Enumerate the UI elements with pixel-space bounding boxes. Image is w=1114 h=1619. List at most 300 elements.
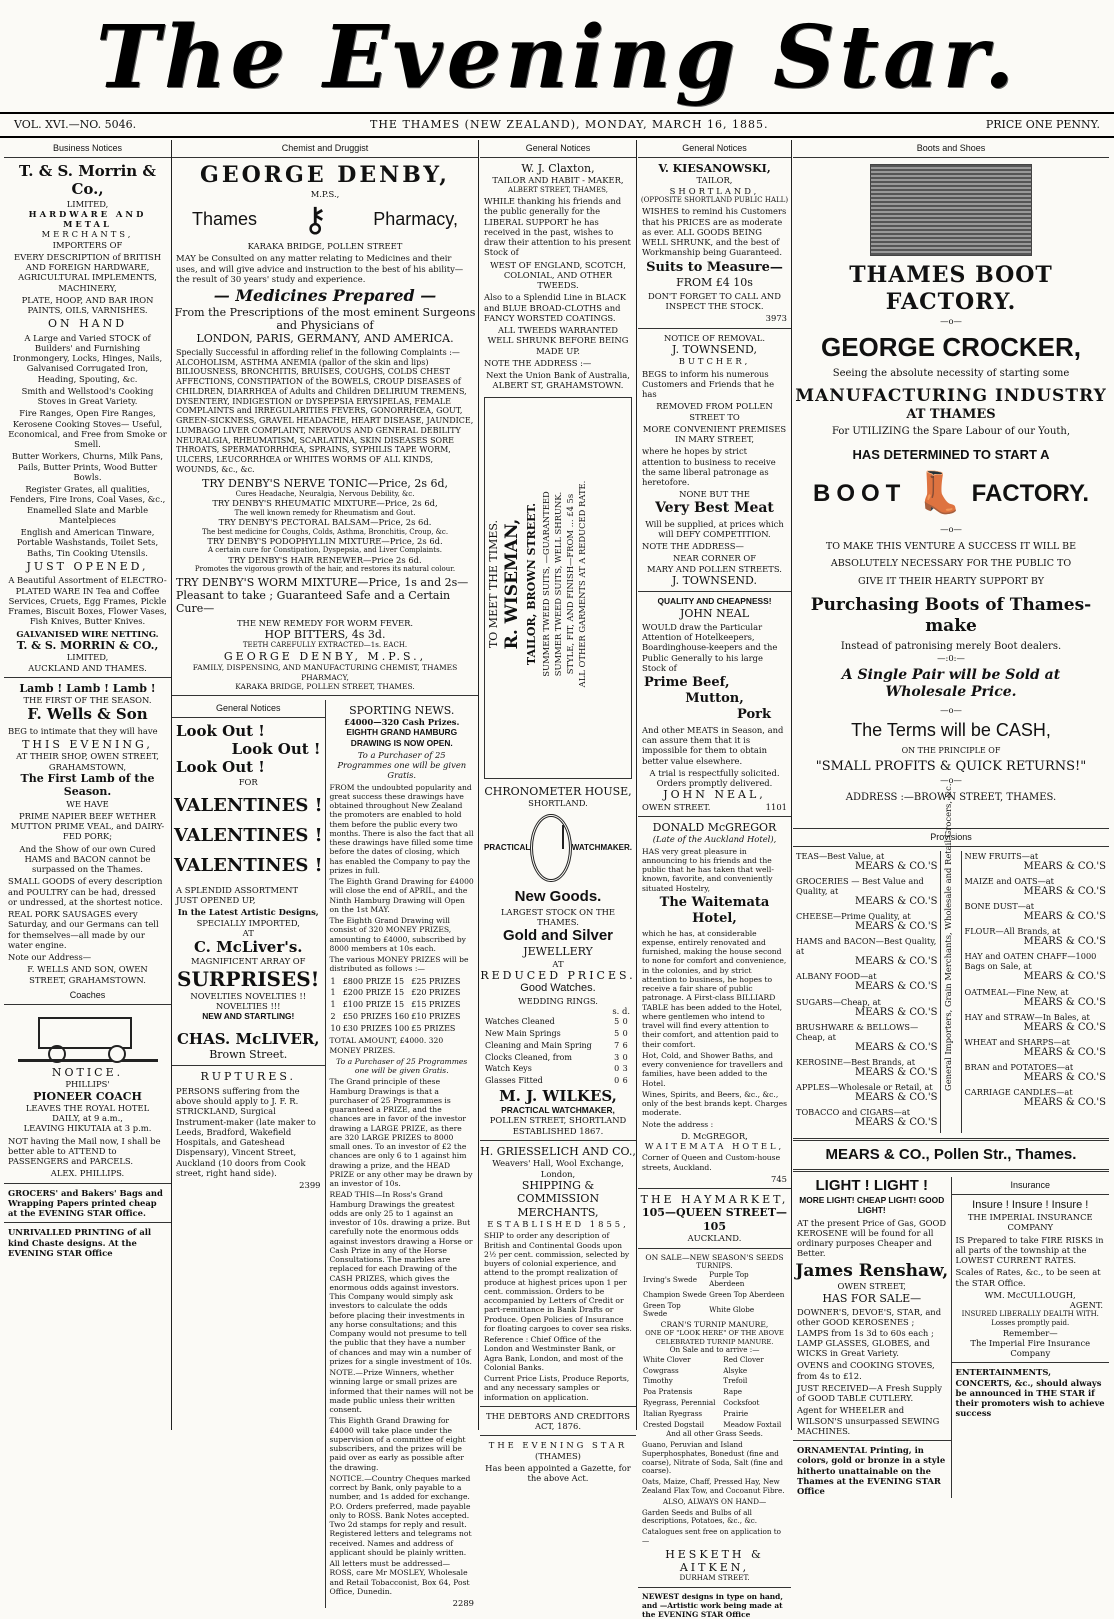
advert-title: BOOT — [813, 479, 907, 507]
advert-text: ALSO, ALWAYS ON HAND— — [662, 1496, 767, 1506]
advert-text: LARGEST STOCK ON THE THAMES. — [500, 906, 616, 927]
advert-text: BUTCHER, — [678, 356, 751, 367]
advert-text: ABSOLUTELY NECESSARY FOR THE PUBLIC TO — [830, 558, 1072, 570]
advert-text: ESTABLISHED 1855, — [487, 1219, 629, 1230]
repair-price-row: Cleaning and Main Spring 7 6 — [485, 1040, 628, 1050]
advert-text: General Importers, Grain Merchants, Wholesale and Retail Grocers, &c. — [943, 783, 954, 1091]
advert-text: Scales of Rates, &c., to be seen at the STAR Office. — [955, 1267, 1101, 1288]
advert-text: Garden Seeds and Bulbs of all descriptions, Potatoes, &c., &c. — [642, 1507, 758, 1526]
advert-heading: RUPTURES. — [200, 1070, 296, 1084]
provision-item: TOBACCO and CIGARS—at MEARS & CO.'S — [796, 1107, 938, 1129]
volume-number: VOL. XVI.—NO. 5046. — [14, 118, 137, 131]
advert-text: A Large and Varied STOCK of Builders' and Furnishing Ironmongery, Locks, Hinges, Nails, Galvanised Corrugated Iron, Heading, Spouting, &c. — [12, 332, 163, 384]
provision-item: HAMS and BACON—Best Quality, at MEARS & CO.'S — [796, 936, 938, 968]
advert-text: TAILOR, — [696, 175, 733, 186]
advert-text: LEAVES THE ROYAL HOTEL — [25, 1102, 150, 1113]
advert-heading: NOTICE. — [51, 1065, 124, 1079]
advert-title: H. GRIESSELICH AND CO., — [480, 1144, 636, 1158]
advert-text: Oats, Maize, Chaff, Pressed Hay, New Zealand Flax Tow, and Cocoanut Fibre. — [642, 1477, 785, 1495]
seed-row: Timothy Trefoil — [643, 1376, 748, 1386]
date-place: THE THAMES (NEW ZEALAND), MONDAY, MARCH 16, 1885. — [370, 118, 769, 131]
advert-text: WEDDING RINGS. — [518, 995, 598, 1006]
advert-title: Very Best Meat — [655, 499, 774, 516]
provision-item: CARRIAGE CANDLES—at MEARS & CO.'S — [964, 1087, 1106, 1109]
advert-text: OWEN STREET. — [642, 801, 711, 812]
advert-text: GEORGE DENBY, M.P.S., — [223, 650, 427, 663]
column-chemist — [172, 140, 479, 1609]
advert-text: MAY be Consulted on any matter relating to Medicines and their uses, and will give advice and instruction to the best of his ability—the result of 30 years' study and experience. — [176, 253, 464, 284]
advert-text: MAGNIFICENT ARRAY OF — [191, 956, 306, 967]
advert-title: The Terms will be CASH, — [851, 719, 1051, 740]
advert-title: Pharmacy, — [373, 209, 458, 230]
advert-text: GROCERS' and Bakers' Bags and Wrapping Papers printed cheap at the EVENING STAR Office. — [8, 1187, 163, 1219]
advert-text: MERCHANTS, — [41, 229, 134, 240]
advert-text: GALVANISED WIRE NETTING. — [16, 628, 159, 639]
advert-text: WOULD draw the Particular Attention of Hotelkeepers, Boardinghouse-keepers and the Public Generally to his large Stock of — [642, 621, 778, 673]
advert-heading: ON HAND — [47, 317, 128, 331]
advert-text: TRY DENBY'S HAIR RENEWER—Price 2s 6d. — [228, 554, 422, 565]
advert-text: From the Prescriptions of the most eminent Surgeons and Physicians of — [174, 305, 476, 332]
advert-text: s. d. — [612, 1006, 630, 1017]
advert-title: FACTORY. — [971, 479, 1089, 507]
advert-text: T. & S. MORRIN & CO., — [16, 638, 159, 652]
advert-text: READ THIS—In Ross's Grand Hamburg Drawings the greatest odds are only 25 to 1 against an investor of 10s. drawing a prize. But carefully note the enormous odds against investors drawing a Horse or Cash Prize in any of the Horse Consultations. The marbles are replaced for each Drawing of the CASH PRIZES, which gives the enormous odds against investors. This Company would simply ask investors to calculate the odds before placing their investments in any horse consultations; and this Company would not presume to tell the public that they have a number of chances and may win a number of prizes for a single investment of 10s. — [329, 1190, 473, 1366]
advert-text: Note the address : — [642, 1119, 714, 1129]
advert-text: THIS EVENING, — [22, 737, 153, 751]
advert-text: GIVE IT THEIR HEARTY SUPPORT BY — [858, 575, 1044, 587]
advert-text: NOTE THE ADDRESS :— — [484, 357, 592, 368]
masthead-title: The Evening Star. — [95, 7, 1019, 108]
advert-text: TRY DENBY'S PECTORAL BALSAM—Price, 2s 6d. — [218, 517, 432, 528]
advert-text: OVENS and COOKING STOVES, from 4s to £12. — [797, 1360, 935, 1381]
advert-heading: SPORTING NEWS. — [349, 703, 455, 717]
advert-text: Weavers' Hall, Wool Exchange, London, — [492, 1158, 624, 1179]
coach-illustration — [18, 1009, 158, 1062]
advert-text: SMALL GOODS of every description and POULTRY can be had, dressed or undressed, at the shortest notice. — [8, 876, 163, 907]
advert-text: HAS very great pleasure in announcing to his friends and the public that he has taken that well-known, favorite, and conveniently situated Hostelry, — [642, 846, 774, 893]
advert-text: PERSONS suffering from the above should apply to J. F. R. STRICKLAND, Surgical Instrument-maker (late maker to Leeds, Bradford, Wakefield Hospitals, and Gateshead Dispensary), Vincent Street, Auckland (10 doors from Cook street, right hand side). — [176, 1085, 316, 1178]
provision-item: MAIZE and OATS—at MEARS & CO.'S — [964, 875, 1106, 897]
advert-title: CHAS. McLIVER, — [176, 1029, 320, 1048]
column-business-notices — [4, 140, 172, 1430]
advert-text: TAILOR, BROWN STREET. — [525, 502, 539, 665]
seed-row: Champion Swede Green Top Aberdeen — [643, 1289, 785, 1299]
advert-text: ENTERTAINMENTS, CONCERTS, &c., should always be announced in THE STAR if their promoters wish to achieve success — [955, 1367, 1105, 1419]
advert-title: V. KIESANOWSKI, — [658, 161, 771, 175]
provision-item: HAY and STRAW—In Bales, at MEARS & CO.'S — [964, 1011, 1106, 1033]
advert-text: "SMALL PROFITS & QUICK RETURNS!" — [815, 759, 1087, 775]
repair-price-row: Watch Keys 0 3 — [485, 1064, 628, 1074]
advert-title: VALENTINES ! — [173, 854, 323, 876]
advert-text: SHORTLAND. — [528, 798, 588, 809]
advert-text: PRACTICAL WATCHMAKER, — [501, 1105, 615, 1116]
advert-title: GEORGE DENBY, — [200, 161, 450, 188]
advert-text: NEW AND STARTLING! — [202, 1011, 295, 1022]
advert-title: M. J. WILKES, — [499, 1086, 617, 1105]
advert-title: GEORGE CROCKER, — [820, 331, 1082, 362]
advert-text: SHIP to order any description of British and Continental Goods upon 2½ per cent. commission, selected by buyers of colonial experience, and attend to the prompt realization of produce at highest prices upon 1 per cent. commission. Orders to be accompanied by Letters of Credit or part-remittance in Bank Drafts or Produce. Open Policies of Insurance for floating cargoes to cover sea risks. — [484, 1231, 632, 1333]
advert-text: (Late of the Auckland Hotel), — [652, 834, 777, 845]
advert-text: KARAKA BRIDGE, POLLEN STREET, THAMES. — [235, 681, 415, 691]
clock-icon — [530, 814, 571, 882]
advert-text: SHIPPING & COMMISSION — [516, 1178, 600, 1206]
advert-text: A SPLENDID ASSORTMENT JUST OPENED UP, — [176, 884, 299, 906]
advert-title: J. TOWNSEND, — [672, 342, 757, 356]
section-header: Chemist and Druggist — [172, 140, 478, 158]
advert-text: MERCHANTS, — [517, 1205, 599, 1219]
advert-text: TO MEET THE TIMES. — [487, 519, 500, 648]
advert-text: (OPPOSITE SHORTLAND PUBLIC HALL) — [640, 195, 789, 204]
advert-text: AT THEIR SHOP, OWEN STREET, GRAHAMSTOWN, — [16, 751, 159, 772]
advert-text: where he hopes by strict attention to business to receive the same liberal patronage as heretofore. — [642, 446, 776, 488]
advert-text: This Eighth Grand Drawing for £4000 will take place under the supervision of a committee of eight subscribers, and the prizes will be paid over as early as possible after the drawing. — [329, 1416, 466, 1472]
provision-item: OATMEAL—Fine New, at MEARS & CO.'S — [964, 986, 1106, 1008]
advert-text: THE NEW REMEDY FOR WORM FEVER. — [236, 617, 414, 628]
advert-text: POLLEN STREET, SHORTLAND — [489, 1115, 627, 1126]
advert-text: HOP BITTERS, 4s 3d. — [264, 628, 386, 642]
advert-text: Agent for WHEELER and WILSON'S unsurpassed SEWING MACHINES. — [797, 1405, 940, 1436]
advert-ref: 745 — [771, 1173, 787, 1184]
advert-heading: NOTICE OF REMOVAL. — [663, 332, 766, 343]
advert-text: ON THE PRINCIPLE OF — [901, 745, 1001, 755]
advert-text: A certain cure for Constipation, Dyspepsia, and Liver Complaints. — [208, 546, 442, 555]
advert-text: WHILE thanking his friends and the public generally for the LIBERAL SUPPORT he has received in the past, wishes to draw their attention to his present Stock of — [484, 196, 631, 258]
prize-row: 2 £50 PRIZES 160 £10 PRIZES — [330, 1011, 461, 1021]
advert-title: SURPRISES! — [177, 966, 320, 991]
advert-text: AUCKLAND. — [687, 1233, 742, 1244]
advert-text: ONE OF "LOOK HERE" OF THE ABOVE CELEBRATED TURNIP MANURE. — [645, 1329, 784, 1346]
advert-text: LIMITED, — [66, 198, 109, 209]
advert-title: C. McLiver's. — [193, 938, 303, 957]
repair-price-table — [484, 1016, 630, 1087]
advert-ref: 1101 — [765, 801, 787, 812]
section-header: Business Notices — [4, 140, 171, 158]
advert-text: LEAVING HIKUTAIA at 3 p.m. — [23, 1123, 152, 1134]
advert-title: PIONEER COACH — [33, 1089, 142, 1103]
advert-text: Prime Beef, — [644, 675, 730, 691]
advert-title: Look Out ! — [231, 740, 321, 759]
advert-title: MEARS & CO., Pollen Str., Thames. — [825, 1145, 1077, 1163]
advert-text: Note our Address— — [8, 952, 92, 963]
seed-row: Italian Ryegrass Prairie — [643, 1408, 749, 1418]
column-boots-and-provisions: Boots and Shoes THAMES BOOT FACTORY. —o— GEORGE CROCKER, Seeing the absolute necessity of starting some MANUFACTURING INDUSTRY AT THAMES For UTILIZING the Spare Labour of our Youth, HAS DETERMINED TO START A BOOT 👢 FACTORY. —o— TO MAKE THIS VENTURE A SUCCESS IT WILL BE ABSOLUTELY NECESSARY FOR THE PUBLIC TO GIVE IT THEIR HEARTY SUPPORT BY Purchasing Boots of Thames-make Instead of patronising merely Boot dealers. —:0:— A Single Pair will be Sold at Wholesale Price. —o— The Terms will be CASH, ON THE PRINCIPLE OF "SMALL PROFITS & QUICK RETURNS!" —o— ADDRESS :—BROWN STREET, THAMES. Provisions TEAS—Best Value, at MEARS & CO.'S GROCERIES — Best Value and Quality, at MEARS & CO.'S CHEESE—Prime Quality, at MEARS & CO.'S HAMS and BACON—Best Quality, at MEARS & CO.'S ALBANY FOOD—at MEARS & CO.'S SUGARS—Cheap, at MEARS & CO.'S BRUSHWARE & BELLOWS—Cheap, at MEARS & CO.'S KEROSINE—Best Brands, at MEARS & CO.'S APPLES—Wholesale or Retail, at MEARS & CO.'S TOBACCO and CIGARS—at MEARS & CO.'S General Importers, Grain Merchants, Wholesale and Retail Grocers, &c. NEW FRUITS—at MEARS & CO.'S MAIZE and OATS—at MEARS & CO.'S BONE DUST—at MEARS & CO.'S FLOUR—All Brands, at MEARS & CO.'S HAY and OATEN CHAFF—1000 Bags on Sale, at MEARS & CO.'S OATMEAL—Fine New, at MEARS & CO.'S HAY and STRAW—In Bales, at MEARS & CO.'S WHEAT and SHARPS—at MEARS & CO.'S BRAN and POTATOES—at MEARS & CO.'S CARRIAGE CANDLES—at MEARS & CO.'S MEARS & CO., Pollen Str., Thames. LIGHT ! LIGHT ! MORE LIGHT! CHEAP LIGHT! GOOD LIGHT! AT the present Price of Gas, GOOD KEROSENE will be found for all ordinary purposes Cheaper and Better. James Renshaw, OWEN STREET, HAS FOR SALE— DOWNER'S, DEVOE'S, STAR, and other GOOD KEROSENES ; LAMPS from 1s 3d to 60s each ; LAMP GLASSES, GLOBES, and WICKS in Great Variety. OVENS and COOKING STOVES, from 4s to £12. JUST RECEIVED—A Fresh Supply of GOOD TABLE CUTLERY. Agent for WHEELER and WILSON'S unsurpassed SEWING MACHINES. ORNAMENTAL Printing, in colors, gold or bronze in a style hitherto unattainable on the Thames at the EVENING STAR Office Insurance Insure ! Insure ! Insure ! THE IMPERIAL INSURANCE COMPANY IS Prepared to take FIRE RISKS in all parts of the township at the LOWEST CURRENT RATES. Scales of Rates, &c., to be seen at the STAR Office. WM. McCULLOUGH, AGENT. INSURED LIBERALLY DEALTH WITH. Losses promptly paid. Remember— The Imperial Fire Insurance Company ENTERTAINMENTS, CONCERTS, &c., should always be announced in THE STAR if their promoters wish to achieve success — [793, 140, 1109, 1430]
advert-text: 105—QUEEN STREET—105 — [641, 1206, 787, 1233]
advert-text: ON SALE—NEW SEASON'S SEEDS — [645, 1252, 784, 1262]
advert-text: DON'T FORGET TO CALL AND INSPECT THE STOCK. — [648, 290, 781, 312]
advert-title: THE HAYMARKET, — [640, 1193, 789, 1207]
advert-text: In the Latest Artistic Designs, — [177, 907, 319, 918]
provision-item: BONE DUST—at MEARS & CO.'S — [964, 901, 1106, 923]
advert-title: THAMES BOOT FACTORY. — [849, 261, 1053, 315]
advert-title: Good Watches. — [520, 982, 596, 995]
advert-title: Purchasing Boots of Thames-make — [810, 595, 1092, 637]
advert-text: KARAKA BRIDGE, POLLEN STREET — [247, 241, 403, 252]
advert-text: WAITEMATA HOTEL, — [644, 1141, 785, 1152]
section-header: General Notices — [172, 700, 325, 718]
advert-text: HAS FOR SALE— — [822, 1291, 922, 1305]
advert-text: And the Show of our own Cured HAMS and BACON cannot be surpassed on the Thames. — [19, 843, 156, 875]
advert-text: Also to a Splendid Line in BLACK and BLUE BROAD-CLOTHS and FANCY WORSTED COATINGS. — [484, 292, 627, 323]
advert-text: FROM £4 10s — [676, 275, 753, 289]
seed-row: Crested Dogstail Meadow Foxtail — [643, 1419, 782, 1429]
advert-text: ORNAMENTAL Printing, in colors, gold or bronze in a style hitherto unattainable on the Thames at the EVENING STAR Office — [797, 1445, 946, 1497]
prize-row: 1 £800 PRIZE 15 £25 PRIZES — [330, 976, 461, 986]
column-general-notices-2 — [638, 140, 792, 1619]
seed-row: Ryegrass, Perennial Cocksfoot — [643, 1397, 760, 1407]
advert-text: NONE BUT THE — [679, 489, 750, 500]
sporting-news — [326, 700, 479, 1609]
advert-title: James Renshaw, — [795, 1260, 949, 1281]
section-header: Coaches — [4, 987, 171, 1005]
advert-text: English and American Tinware, Portable Washstands, Toilet Sets, Baths, Tin Cooking Utensils. — [16, 527, 159, 558]
advert-text: OWEN STREET, — [837, 1281, 906, 1292]
section-header: General Notices — [638, 140, 791, 158]
advert-text: Instead of patronising merely Boot dealers. — [840, 640, 1062, 652]
advert-title: Suits to Measure— — [646, 259, 783, 275]
advert-text: PHILLIPS' — [65, 1079, 110, 1090]
advert-text: And other MEATS in Season, and can assure them that it is impossible for them to obtain better value elsewhere. — [642, 724, 784, 766]
column-general-notices-1 — [480, 140, 637, 1484]
advert-text: ALBERT STREET, THAMES, — [508, 185, 608, 194]
advert-text: AT — [242, 927, 254, 938]
prize-row: 10 £30 PRIZES 100 £5 PRIZES — [330, 1023, 456, 1033]
advert-text: AT THAMES — [906, 406, 996, 422]
provision-item: KEROSINE—Best Brands, at MEARS & CO.'S — [796, 1057, 938, 1078]
advert-text: AUCKLAND AND THAMES. — [28, 662, 147, 673]
advert-text: DOWNER'S, DEVOE'S, STAR, and other GOOD KEROSENES ; LAMPS from 1s 3d to 60s each ; LAMP GLASSES, GLOBES, and WICKS in Great Variety. — [797, 1307, 942, 1359]
advert-text: JUST RECEIVED—A Fresh Supply of GOOD TABLE CUTLERY. — [797, 1382, 943, 1404]
advert-text: BEG to intimate that they will have — [8, 725, 158, 736]
advert-text: WEST OF ENGLAND, SCOTCH, COLONIAL, AND OTHER TWEEDS. — [490, 259, 626, 291]
grass-seed-table — [642, 1355, 787, 1430]
advert-heading: — Medicines Prepared — — [213, 286, 437, 306]
advert-text: IMPORTERS OF — [52, 239, 123, 250]
advert-text: TO MAKE THIS VENTURE A SUCCESS IT WILL BE — [825, 540, 1077, 552]
advert-text: Will be supplied, at prices which will DEFY COMPETITION. — [645, 518, 784, 539]
advert-text: SUMMER TWEED SUITS, —GUARANTEED — [540, 490, 551, 677]
advert-text: TURNIPS. — [696, 1261, 733, 1270]
advert-title: W. J. Claxton, — [521, 161, 595, 175]
advert-text: BEGS to inform his numerous Customers and Friends that he has — [642, 368, 775, 400]
key-icon: ⚷ — [302, 200, 328, 241]
advert-text: CRAN'S TURNIP MANURE, — [660, 1320, 769, 1330]
advert-text: The Eighth Grand Drawing for £4000 will close the end of APRIL, and the Ninth Hamburg Drawing will Open on the 1st MAY. — [329, 877, 474, 914]
advert-text: Has been appointed a Gazette, for the above Act. — [485, 1462, 631, 1484]
advert-text: Next the Union Bank of Australia, ALBERT ST, GRAHAMSTOWN. — [486, 370, 630, 391]
masthead — [0, 0, 1114, 112]
provision-item: HAY and OATEN CHAFF—1000 Bags on Sale, at MEARS & CO.'S — [964, 951, 1106, 983]
dateline — [0, 112, 1114, 138]
advert-text: The well known remedy for Rheumatism and Gout. — [234, 508, 416, 517]
advert-text: THE FIRST OF THE SEASON. — [23, 695, 152, 706]
advert-text: TRY DENBY'S PODOPHYLLIN MIXTURE—Price, 2s 6d. — [207, 536, 443, 547]
turnip-seed-table — [642, 1270, 787, 1320]
advert-ref: 3973 — [765, 313, 787, 324]
advert-title: £4000—320 Cash Prizes. — [344, 717, 460, 728]
advert-text: SUMMER TWEED SUITS, WELL SHRUNK. — [552, 491, 563, 676]
advert-ref: 2289 — [452, 1598, 474, 1609]
advert-text: THE IMPERIAL INSURANCE COMPANY — [967, 1212, 1093, 1233]
advert-text: The best medicine for Coughs, Colds, Asthma, Bronchitis, Croup, &c. — [201, 527, 449, 536]
advert-text: The Grand principle of these Hamburg Drawings is that a purchaser of 25 Programmes is guaranteed a PRIZE, and the chances are in favor of the investor drawing a LARGE PRIZE, as there are 320 LARGE PRIZES to 8000 small ones. To an investor of £2 the chances are only 6 to 1 against him drawing a prize, and the HEAD PRIZE or any other may be drawn by an investor of 10s. — [329, 1077, 473, 1189]
advert-text: M.P.S., — [310, 188, 340, 199]
advert-title: VALENTINES ! — [173, 824, 323, 846]
advert-text: LIMITED, — [66, 652, 109, 663]
renshaw-advert — [793, 1177, 952, 1498]
advert-text: A Beautiful Assortment of ELECTRO-PLATED WARE IN Tea and Coffee Services, Cruets, Egg Frames, Pickle Frames, Biscuit Boxes, Flower Vases, Fish Knives, Butter Knives. — [8, 575, 167, 627]
advert-text: JEWELLERY — [523, 945, 593, 959]
advert-text: FROM the undoubted popularity and great success these drawings have obtained throughout New Zealand the promoters are enabled to hold them before the public every two months. There is also the fact that all these drawings have filled some time before the dates of closing, which has enabled the Company to pay the prizes in full. — [329, 782, 474, 875]
wiseman-advert — [484, 397, 632, 779]
advert-text: A trial is respectfully solicited. — [649, 767, 780, 778]
advert-text: HAS DETERMINED TO START A — [852, 446, 1050, 462]
advert-text: Smith and Wellstood's Cooking Stoves in Great Variety. — [21, 385, 154, 407]
advert-title: Lamb ! Lamb ! Lamb ! — [19, 681, 156, 695]
advert-text: Cures Headache, Neuralgia, Nervous Debility, &c. — [235, 489, 415, 498]
advert-title: F. Wells & Son — [27, 705, 148, 724]
advert-text: (THAMES) — [535, 1450, 581, 1461]
advert-text: EVERY DESCRIPTION of BRITISH AND FOREIGN HARDWARE, AGRICULTURAL IMPLEMENTS, MACHINERY, — [14, 251, 161, 293]
advert-text: FAMILY, DISPENSING, AND MANUFACTURING CHEMIST, THAMES PHARMACY, — [192, 663, 458, 682]
advert-text: IS Prepared to take FIRE RISKS in all parts of the township at the LOWEST CURRENT RATES. — [955, 1234, 1104, 1266]
advert-text: Hot, Cold, and Shower Baths, and every convenience for travellers and families, have been added to the Hotel. — [642, 1050, 783, 1088]
advert-text: THE EVENING STAR — [488, 1440, 628, 1451]
advert-text: All letters must be addressed—ROSS, care Mr MOSLEY, Wholesale and Retail Tobacconist, Box 64, Post Office, Dunedin. — [329, 1559, 470, 1596]
advert-text: WE HAVE — [66, 798, 109, 809]
advert-title: Look Out ! — [176, 721, 265, 740]
advert-text: Seeing the absolute necessity of starting some — [832, 367, 1070, 379]
advert-text: The Imperial Fire Insurance Company — [970, 1337, 1091, 1359]
provision-item: APPLES—Wholesale or Retail, at MEARS & CO.'S — [796, 1082, 938, 1104]
advert-text: Fire Ranges, Open Fire Ranges, Kerosene Cooking Stoves— Useful, Economical, and Free from Smoke or Smell. — [8, 408, 167, 450]
advert-text: AT — [552, 958, 564, 969]
advert-title: JOHN NEAL — [679, 606, 750, 620]
advert-text: ALL OTHER GARMENTS AT A REDUCED RATE. — [577, 480, 588, 687]
advert-text: Wines, Spirits, and Beers, &c., &c., only of the best brands kept. Charges moderate. — [642, 1089, 787, 1118]
advert-text: TAILOR AND HABIT - MAKER, — [492, 175, 624, 186]
advert-text: REMOVED FROM POLLEN STREET TO — [656, 401, 773, 422]
repair-price-row: Clocks Cleaned, from 3 0 — [485, 1052, 628, 1062]
advert-text: INSURED LIBERALLY DEALTH WITH. — [961, 1310, 1099, 1319]
advert-text: NOVELTIES !!! — [215, 1001, 281, 1012]
section-header: Provisions — [793, 828, 1109, 847]
advert-text: Reference : Chief Office of the London and Westminster Bank, or Agra Bank, London, and most of the Colonial Banks. — [484, 1335, 624, 1372]
advert-title: Gold and Silver — [502, 927, 614, 945]
seed-row: Cowgrass Alsyke — [643, 1365, 748, 1375]
advert-text: Promotes the vigorous growth of the hair, and restores its natural colour. — [194, 565, 456, 574]
advert-text: The various MONEY PRIZES will be distributed as follows :— — [329, 955, 469, 974]
advert-text: NOTE THE ADDRESS— — [642, 541, 744, 552]
provision-item: TEAS—Best Value, at MEARS & CO.'S — [796, 850, 938, 872]
advert-title: LIGHT ! LIGHT ! — [815, 1176, 928, 1194]
advert-text: Losses promptly paid. — [991, 1319, 1070, 1328]
advert-text: REDUCED PRICES. — [480, 969, 636, 983]
provision-item: FLOUR—All Brands, at MEARS & CO.'S — [964, 926, 1106, 948]
advert-title: DONALD McGREGOR — [652, 820, 777, 834]
provision-item: BRUSHWARE & BELLOWS—Cheap, at MEARS & CO.'S — [796, 1021, 938, 1053]
advert-text: Register Grates, all qualities, Fenders, Fire Irons, Coal Vases, &c., Enamelled Slate and Marble Mantelpieces — [9, 484, 166, 525]
advert-title: T. & S. Morrin & Co., — [19, 161, 156, 199]
advert-text: D. McGREGOR, — [681, 1130, 748, 1141]
provision-item: WHEAT and SHARPS—at MEARS & CO.'S — [964, 1037, 1106, 1058]
prize-row: 1 £200 PRIZE 15 £20 PRIZES — [330, 988, 461, 998]
advert-title: Look Out ! — [176, 758, 265, 777]
advert-text: DURHAM STREET. — [679, 1573, 750, 1583]
advert-text: NOTICE.—Country Cheques marked correct by Bank, only payable to a number, and 1s added for exchange. P.O. Orders preferred, made payable only to ROSS. Bank Notes accepted. Two 2d stamps for reply and result. Registered letters and telegrams not received. Names and address of applicant should be plainly written. — [329, 1473, 472, 1557]
advert-text: J. TOWNSEND. — [672, 573, 757, 587]
advert-text: AGENT. — [1069, 1300, 1103, 1311]
advert-text: MARY AND POLLEN STREETS. — [647, 563, 782, 574]
advert-text: PRACTICAL — [484, 843, 531, 853]
advert-text: TRY DENBY'S NERVE TONIC—Price, 2s 6d, — [202, 476, 448, 490]
advert-text: TEETH CAREFULLY EXTRACTED—1s. EACH. — [242, 641, 408, 650]
advert-text: SHORTLAND, — [669, 185, 760, 196]
advert-text: UNRIVALLED PRINTING of all kind Chaste designs. At the EVENING STAR Office — [8, 1227, 152, 1258]
advert-title: New Goods. — [514, 888, 602, 906]
advert-text: To a Purchaser of 25 Programmes one will be given Gratis. — [336, 1056, 468, 1076]
advert-text: ALEX. PHILLIPS. — [50, 1168, 125, 1179]
advert-text: TRY DENBY'S RHEUMATIC MIXTURE—Price, 2s 6d, — [212, 498, 438, 509]
prize-row: 1 £100 PRIZE 15 £15 PRIZES — [330, 1000, 461, 1010]
advert-heading: EIGHTH GRAND HAMBURG DRAWING IS NOW OPEN. — [346, 727, 458, 748]
advert-text: F. WELLS AND SON, OWEN STREET, GRAHAMSTOWN. — [27, 964, 148, 985]
advert-text: To a Purchaser of 25 Programmes one will be given Gratis. — [337, 749, 467, 781]
advert-text: Orders promptly delivered. — [656, 778, 773, 789]
advert-text: Corner of Queen and Custom-house streets, Auckland. — [642, 1153, 781, 1172]
advert-text: PRIME NAPIER BEEF WETHER MUTTON PRIME VEAL, and DAIRY-FED PORK; — [10, 810, 165, 842]
advert-title: The Waitemata Hotel, — [659, 894, 770, 926]
advert-title: Thames — [192, 209, 258, 230]
advert-text: LONDON, PARIS, GERMANY, AND AMERICA. — [196, 332, 454, 346]
repair-price-row: Glasses Fitted 0 6 — [485, 1076, 628, 1086]
advert-text: which he has, at considerable expense, entirely renovated and furnished, making the house second to none for comfort and convenience, in the colonies, and by strict attention to business, he hopes to receive a fair share of public patronage. A First-class BILLIARD TABLE has been added to the Hotel, where gentlemen who intend to travel will find every attention to their comfort, and attention paid to their comfort. — [642, 928, 787, 1049]
repair-price-row: New Main Springs 5 0 — [485, 1029, 628, 1039]
advert-text: TRY DENBY'S WORM MIXTURE—Price, 1s and 2s—Pleasant to take ; Guaranteed Safe and a Certain Cure— — [176, 575, 469, 616]
advert-text: Brown Street. — [209, 1048, 288, 1062]
advert-heading: JUST OPENED, — [26, 559, 149, 573]
general-notices-left — [172, 700, 326, 1609]
advert-text: Pork — [737, 706, 771, 722]
advert-text: WATCHMAKER. — [571, 843, 632, 853]
advert-text: ADDRESS :—BROWN STREET, THAMES. — [845, 791, 1057, 803]
advert-title: VALENTINES ! — [173, 794, 323, 816]
advert-text: NEWEST designs in type on hand, and —Artistic work being made at the EVENING STAR Office — [642, 1592, 783, 1619]
advert-title: HESKETH & AITKEN, — [665, 1547, 764, 1575]
advert-title: A Single Pair will be Sold at Wholesale Price. — [841, 667, 1061, 701]
advert-text: NOTE.—Prize Winners, whether winning large or small prizes are informed that their names will not be made public unless their written consent. — [329, 1368, 474, 1415]
advert-text: For UTILIZING the Spare Labour of our Youth, — [831, 426, 1071, 438]
advert-text: HARDWARE AND METAL — [28, 208, 147, 230]
advert-text: And all other Grass Seeds. — [666, 1429, 763, 1439]
prize-table — [330, 976, 462, 1035]
advert-ref: 2399 — [299, 1180, 321, 1191]
advert-text: NOT having the Mail now, I shall be better able to ATTEND to PASSENGERS and PARCELS. — [8, 1135, 161, 1167]
seed-row: Irving's Swede Purple Top Aberdeen — [643, 1270, 749, 1289]
advert-text: ESTABLISHED 1867. — [512, 1125, 604, 1136]
advert-text: Butter Workers, Churns, Milk Pans, Pails, Butter Prints, Wood Butter Bowls. — [11, 451, 164, 482]
advert-text: SPECIALLY IMPORTED, — [196, 917, 300, 928]
advert-title: Insure ! Insure ! Insure ! — [972, 1198, 1089, 1211]
provision-item: GROCERIES — Best Value and Quality, at MEARS & CO.'S — [796, 875, 938, 907]
advert-text: DAILY, at 9 a.m., — [52, 1113, 123, 1124]
advert-text: MANUFACTURING INDUSTRY — [795, 385, 1107, 406]
advert-text: ALL TWEEDS WARRANTED WELL SHRUNK BEFORE BEING MADE UP. — [487, 325, 629, 356]
repair-price-row: Watches Cleaned 5 0 — [485, 1017, 628, 1027]
section-header: Boots and Shoes — [793, 140, 1109, 158]
advert-text: WISHES to remind his Customers that his PRICES are as moderate as ever. ALL GOODS BEING WELL SHRUNK, and the best of Workmanship being Guaranteed. — [642, 206, 787, 258]
advert-title: R. WISEMAN, — [502, 518, 523, 649]
provision-item: BRAN and POTATOES—at MEARS & CO.'S — [964, 1062, 1106, 1084]
